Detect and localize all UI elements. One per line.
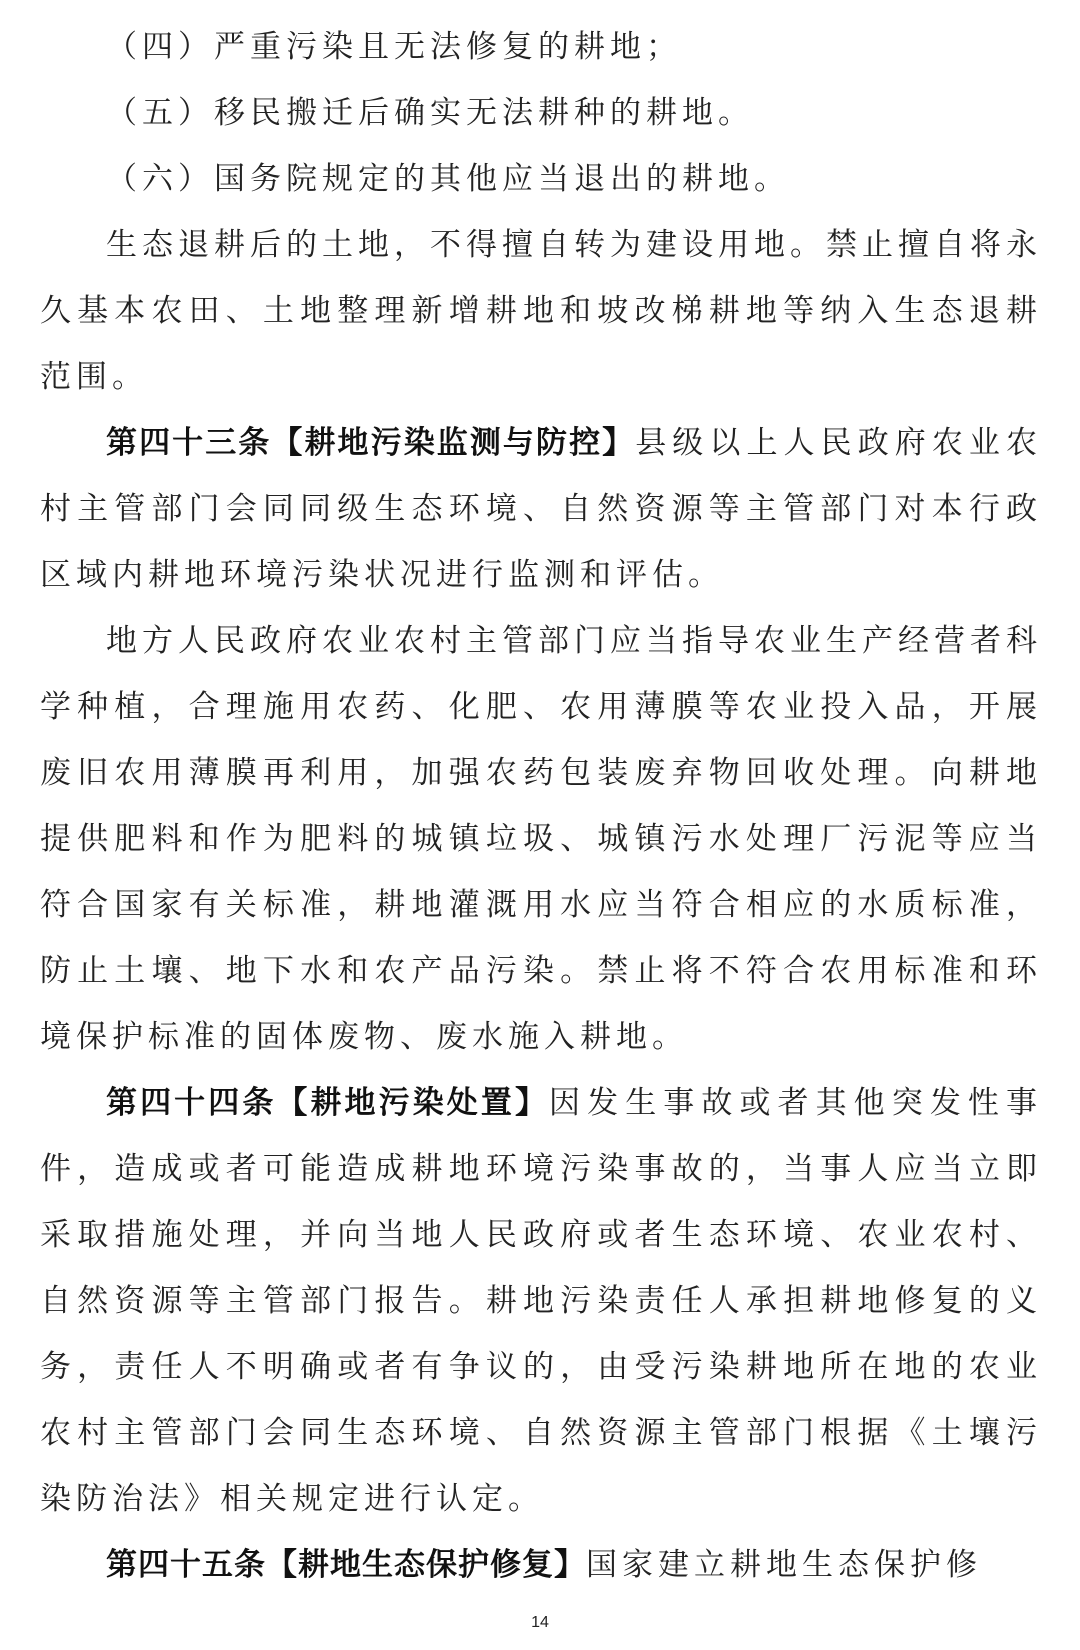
article-heading: 第四十四条【耕地污染处置】 bbox=[106, 1085, 550, 1121]
article-body: 县级以上人民政府农业农村主管部门会同同级生态环境、自然资源等主管部门对本行政区域内耕地环境污染状况进行监测和评估。 bbox=[40, 425, 1043, 593]
article-heading: 第四十五条【耕地生态保护修复】 bbox=[106, 1547, 586, 1583]
paragraph-item-6 bbox=[40, 146, 1042, 212]
paragraph-body: 地方人民政府农业农村主管部门应当指导农业生产经营者科学种植，合理施用农药、化肥、农用薄膜等农业投入品，开展废旧农用薄膜再利用，加强农药包装废弃物回收处理。向耕地提供肥料和作为肥料的城镇垃圾、城镇污水处理厂污泥等应当符合国家有关标准，耕地灌溉用水应当符合相应的水质标准，防止土壤、地下水和农产品污染。禁止将不符合农用标准和环境保护标准的固体废物、废水施入耕地。 bbox=[40, 623, 1042, 1055]
paragraph-item-4 bbox=[40, 14, 1042, 80]
paragraph-body: （五）移民搬迁后确实无法耕种的耕地。 bbox=[106, 95, 754, 131]
paragraph-body: （六）国务院规定的其他应当退出的耕地。 bbox=[106, 161, 790, 197]
article-body: 国家建立耕地生态保护修 bbox=[586, 1547, 982, 1583]
article-43 bbox=[40, 410, 1042, 608]
article-45 bbox=[40, 1532, 1042, 1598]
article-body: 因发生事故或者其他突发性事件，造成或者可能造成耕地环境污染事故的，当事人应当立即采取措施处理，并向当地人民政府或者生态环境、农业农村、自然资源等主管部门报告。耕地污染责任人承担耕地修复的义务，责任人不明确或者有争议的，由受污染耕地所在地的农业农村主管部门会同生态环境、自然资源主管部门根据《土壤污染防治法》相关规定进行认定。 bbox=[40, 1085, 1043, 1517]
article-44 bbox=[40, 1070, 1042, 1532]
page-number: 14 bbox=[531, 1614, 549, 1631]
document-body bbox=[40, 14, 1042, 1598]
article-heading: 第四十三条【耕地污染监测与防控】 bbox=[106, 425, 636, 461]
paragraph-body: 生态退耕后的土地，不得擅自转为建设用地。禁止擅自将永久基本农田、土地整理新增耕地和坡改梯耕地等纳入生态退耕范围。 bbox=[40, 227, 1042, 395]
paragraph-pollution-prevention bbox=[40, 608, 1042, 1070]
paragraph-ecological-retirement bbox=[40, 212, 1042, 410]
paragraph-item-5 bbox=[40, 80, 1042, 146]
paragraph-body: （四）严重污染且无法修复的耕地； bbox=[106, 29, 682, 65]
